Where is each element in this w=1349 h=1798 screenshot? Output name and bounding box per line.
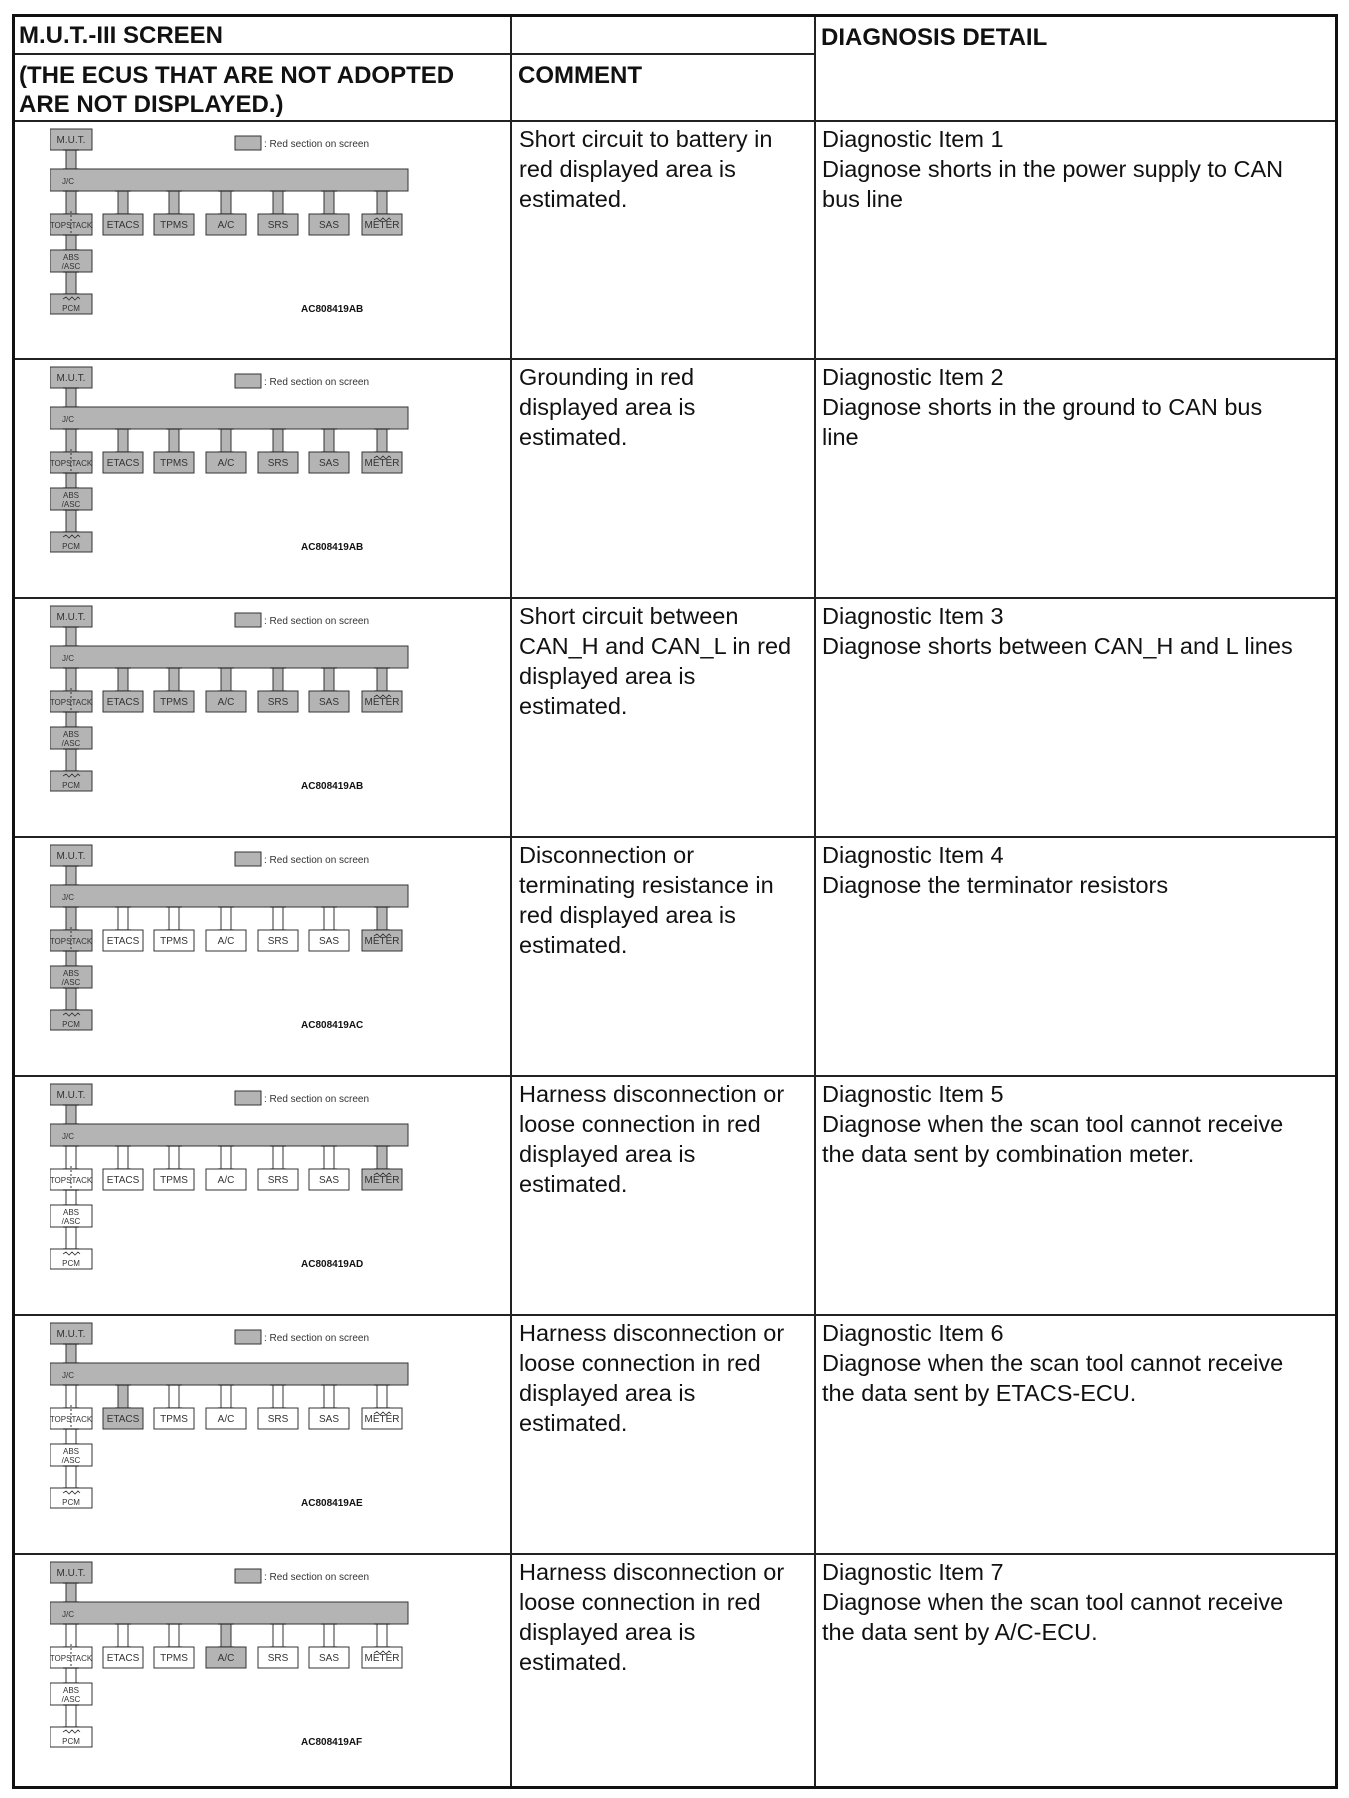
sas-connector [321, 1146, 337, 1169]
topstack-abs-connector [63, 1429, 79, 1444]
header-diagnosis-detail: DIAGNOSIS DETAIL [821, 24, 1048, 51]
mut-label: M.U.T. [56, 1090, 86, 1101]
mut-label: M.U.T. [56, 851, 86, 862]
etacs-connector [115, 1624, 131, 1647]
comment-line: red displayed area is [519, 156, 736, 182]
diagnosis-detail-line: Diagnose the terminator resistors [822, 872, 1169, 898]
tpms-label: TPMS [160, 1653, 188, 1664]
comment-line: CAN_H and CAN_L in red [519, 633, 792, 659]
figure-code: AC808419AF [301, 1737, 363, 1748]
header-screen-note-line1: (THE ECUS THAT ARE NOT ADOPTED [19, 62, 455, 89]
network-diagram [50, 1081, 450, 1309]
ac-connector [218, 907, 234, 930]
comment-line: Harness disconnection or [519, 1081, 785, 1107]
etacs-label: ETACS [106, 1175, 140, 1186]
diagnostic-item-title: Diagnostic Item 6 [822, 1320, 1004, 1346]
topstack-connector [63, 429, 79, 452]
ac-connector [218, 1385, 234, 1408]
comment-line: red displayed area is [519, 902, 736, 928]
asc-label: /ASC [61, 1217, 81, 1226]
header-divider [15, 120, 1335, 122]
tpms-connector [166, 1624, 182, 1647]
pcm-label: PCM [62, 1259, 80, 1268]
jc-bar [50, 1602, 408, 1624]
figure-code: AC808419AE [301, 1498, 363, 1509]
mut-jc-connector [63, 1344, 79, 1363]
comment-line: displayed area is [519, 1141, 696, 1167]
sas-connector [321, 668, 337, 691]
tpms-connector [166, 1146, 182, 1169]
legend-swatch [235, 1569, 261, 1583]
header-divider-sub [15, 53, 814, 55]
jc-bar [50, 885, 408, 907]
header-screen-title: M.U.T.-III SCREEN [19, 22, 224, 49]
diagnostic-item-title: Diagnostic Item 2 [822, 364, 1004, 390]
comment-line: loose connection in red [519, 1589, 761, 1615]
tpms-connector [166, 668, 182, 691]
etacs-label: ETACS [106, 697, 140, 708]
legend-label: : Red section on screen [264, 616, 370, 627]
diagnosis-detail-line: Diagnose shorts in the ground to CAN bus [822, 394, 1263, 420]
diagnosis-detail-line: Diagnose shorts between CAN_H and L lines [822, 633, 1293, 659]
meter-connector [374, 668, 390, 691]
diagnosis-detail-text [822, 362, 1262, 452]
diagnostic-item-title: Diagnostic Item 3 [822, 603, 1004, 629]
topstack-label: TOPSTACK [50, 937, 93, 946]
diagnostic-item-title: Diagnostic Item 1 [822, 126, 1004, 152]
tpms-label: TPMS [160, 458, 188, 469]
topstack-abs-connector [63, 1668, 79, 1683]
jc-label: J/C [62, 177, 74, 186]
srs-label: SRS [267, 1175, 289, 1186]
mut-jc-connector [63, 1583, 79, 1602]
jc-label: J/C [62, 1610, 74, 1619]
jc-label: J/C [62, 654, 74, 663]
comment-line: estimated. [519, 1649, 628, 1675]
abs-label: ABS [62, 969, 80, 978]
topstack-label: TOPSTACK [50, 1415, 93, 1424]
ac-label: A/C [217, 936, 235, 947]
etacs-connector [115, 1146, 131, 1169]
row-divider [15, 1314, 1335, 1316]
srs-connector [270, 191, 286, 214]
mut-jc-connector [63, 150, 79, 169]
network-diagram [50, 126, 450, 354]
sas-label: SAS [318, 697, 340, 708]
jc-label: J/C [62, 893, 74, 902]
row-divider [15, 358, 1335, 360]
tpms-label: TPMS [160, 1414, 188, 1425]
col-divider-1 [510, 17, 512, 1786]
diagnosis-detail-line: Diagnose shorts in the power supply to CAN [822, 156, 1284, 182]
diagnosis-detail-text [822, 1079, 1283, 1169]
jc-bar [50, 646, 408, 668]
asc-label: /ASC [61, 500, 81, 509]
srs-label: SRS [267, 458, 289, 469]
jc-bar [50, 1363, 408, 1385]
diagnosis-detail-text [822, 601, 1293, 661]
legend-swatch [235, 613, 261, 627]
topstack-connector [63, 1624, 79, 1647]
diagnosis-detail-line: the data sent by combination meter. [822, 1141, 1195, 1167]
comment-text [519, 124, 772, 214]
sas-connector [321, 907, 337, 930]
asc-label: /ASC [61, 739, 81, 748]
topstack-connector [63, 907, 79, 930]
sas-label: SAS [318, 936, 340, 947]
comment-text [519, 1318, 784, 1438]
comment-text [519, 601, 791, 721]
abs-pcm-connector [63, 272, 79, 294]
header-screen-note [19, 61, 454, 119]
sas-label: SAS [318, 1653, 340, 1664]
ac-connector [218, 1624, 234, 1647]
comment-line: Harness disconnection or [519, 1559, 785, 1585]
meter-label: METER [364, 1175, 400, 1186]
mut-label: M.U.T. [56, 1329, 86, 1340]
jc-label: J/C [62, 1132, 74, 1141]
abs-pcm-connector [63, 1466, 79, 1488]
diagnosis-table [12, 14, 1338, 1789]
etacs-label: ETACS [106, 1414, 140, 1425]
jc-bar [50, 407, 408, 429]
ac-label: A/C [217, 1653, 235, 1664]
topstack-label: TOPSTACK [50, 221, 93, 230]
figure-code: AC808419AB [301, 781, 364, 792]
ac-connector [218, 668, 234, 691]
meter-connector [374, 191, 390, 214]
pcm-label: PCM [62, 542, 80, 551]
comment-line: displayed area is [519, 663, 696, 689]
row-divider [15, 597, 1335, 599]
diagnosis-detail-text [822, 840, 1168, 900]
legend-swatch [235, 136, 261, 150]
legend-swatch [235, 1330, 261, 1344]
diagnosis-detail-line: Diagnose when the scan tool cannot receive [822, 1589, 1284, 1615]
srs-connector [270, 1385, 286, 1408]
comment-line: estimated. [519, 1410, 628, 1436]
diagnosis-detail-line: bus line [822, 186, 903, 212]
topstack-abs-connector [63, 473, 79, 488]
diagnostic-item-title: Diagnostic Item 5 [822, 1081, 1004, 1107]
diagnosis-detail-line: the data sent by A/C-ECU. [822, 1619, 1098, 1645]
etacs-connector [115, 668, 131, 691]
header-screen-note-line2: ARE NOT DISPLAYED.) [19, 91, 284, 118]
abs-label: ABS [62, 491, 80, 500]
ac-label: A/C [217, 220, 235, 231]
sas-connector [321, 1385, 337, 1408]
abs-label: ABS [62, 253, 80, 262]
comment-line: loose connection in red [519, 1111, 761, 1137]
sas-connector [321, 429, 337, 452]
meter-connector [374, 1146, 390, 1169]
mut-jc-connector [63, 866, 79, 885]
ac-label: A/C [217, 1414, 235, 1425]
asc-label: /ASC [61, 262, 81, 271]
legend-label: : Red section on screen [264, 1333, 370, 1344]
asc-label: /ASC [61, 1456, 81, 1465]
mut-label: M.U.T. [56, 373, 86, 384]
pcm-label: PCM [62, 781, 80, 790]
comment-text [519, 840, 774, 960]
comment-text [519, 362, 695, 452]
topstack-label: TOPSTACK [50, 698, 93, 707]
meter-connector [374, 907, 390, 930]
jc-bar [50, 1124, 408, 1146]
meter-label: METER [364, 697, 400, 708]
mut-jc-connector [63, 627, 79, 646]
network-diagram [50, 364, 450, 592]
etacs-connector [115, 1385, 131, 1408]
comment-text [519, 1557, 784, 1677]
comment-line: estimated. [519, 693, 628, 719]
topstack-connector [63, 1385, 79, 1408]
srs-label: SRS [267, 1414, 289, 1425]
sas-connector [321, 1624, 337, 1647]
pcm-label: PCM [62, 304, 80, 313]
tpms-connector [166, 429, 182, 452]
diagnosis-detail-line: line [822, 424, 859, 450]
comment-line: Disconnection or [519, 842, 695, 868]
ac-label: A/C [217, 458, 235, 469]
diagnosis-detail-text [822, 124, 1283, 214]
legend-swatch [235, 852, 261, 866]
mut-label: M.U.T. [56, 612, 86, 623]
row-divider [15, 1553, 1335, 1555]
pcm-label: PCM [62, 1020, 80, 1029]
diagnosis-detail-line: Diagnose when the scan tool cannot receive [822, 1350, 1284, 1376]
comment-line: estimated. [519, 1171, 628, 1197]
row-divider [15, 1075, 1335, 1077]
mut-jc-connector [63, 1105, 79, 1124]
row-divider [15, 836, 1335, 838]
abs-pcm-connector [63, 1227, 79, 1249]
sas-label: SAS [318, 1414, 340, 1425]
mut-label: M.U.T. [56, 1568, 86, 1579]
sas-label: SAS [318, 458, 340, 469]
network-diagram [50, 1559, 450, 1787]
etacs-label: ETACS [106, 220, 140, 231]
abs-pcm-connector [63, 749, 79, 771]
diagnostic-item-title: Diagnostic Item 7 [822, 1559, 1004, 1585]
legend-label: : Red section on screen [264, 855, 370, 866]
topstack-label: TOPSTACK [50, 459, 93, 468]
pcm-label: PCM [62, 1498, 80, 1507]
abs-label: ABS [62, 1447, 80, 1456]
topstack-label: TOPSTACK [50, 1654, 93, 1663]
meter-connector [374, 1624, 390, 1647]
comment-line: terminating resistance in [519, 872, 774, 898]
abs-label: ABS [62, 730, 80, 739]
comment-line: estimated. [519, 932, 628, 958]
tpms-connector [166, 907, 182, 930]
srs-label: SRS [267, 220, 289, 231]
network-diagram [50, 1320, 450, 1548]
diagnosis-detail-line: Diagnose when the scan tool cannot receive [822, 1111, 1284, 1137]
abs-label: ABS [62, 1686, 80, 1695]
legend-label: : Red section on screen [264, 139, 370, 150]
abs-pcm-connector [63, 988, 79, 1010]
comment-line: Short circuit between [519, 603, 739, 629]
mut-jc-connector [63, 388, 79, 407]
network-diagram [50, 842, 450, 1070]
figure-code: AC808419AB [301, 304, 364, 315]
diagnostic-item-title: Diagnostic Item 4 [822, 842, 1004, 868]
comment-line: loose connection in red [519, 1350, 761, 1376]
jc-label: J/C [62, 415, 74, 424]
tpms-connector [166, 191, 182, 214]
srs-label: SRS [267, 1653, 289, 1664]
etacs-label: ETACS [106, 936, 140, 947]
legend-label: : Red section on screen [264, 1572, 370, 1583]
topstack-abs-connector [63, 951, 79, 966]
col-divider-2 [814, 17, 816, 1786]
tpms-label: TPMS [160, 220, 188, 231]
srs-connector [270, 429, 286, 452]
srs-connector [270, 668, 286, 691]
comment-line: displayed area is [519, 1380, 696, 1406]
sas-label: SAS [318, 1175, 340, 1186]
ac-connector [218, 429, 234, 452]
comment-line: displayed area is [519, 1619, 696, 1645]
sas-label: SAS [318, 220, 340, 231]
srs-connector [270, 907, 286, 930]
legend-swatch [235, 1091, 261, 1105]
meter-connector [374, 1385, 390, 1408]
figure-code: AC808419AC [301, 1020, 364, 1031]
comment-line: estimated. [519, 424, 628, 450]
srs-connector [270, 1146, 286, 1169]
etacs-connector [115, 429, 131, 452]
meter-label: METER [364, 1414, 400, 1425]
mut-label: M.U.T. [56, 135, 86, 146]
diagnosis-detail-text [822, 1557, 1283, 1647]
topstack-label: TOPSTACK [50, 1176, 93, 1185]
legend-swatch [235, 374, 261, 388]
meter-label: METER [364, 458, 400, 469]
etacs-label: ETACS [106, 458, 140, 469]
srs-label: SRS [267, 936, 289, 947]
sas-connector [321, 191, 337, 214]
header-comment: COMMENT [518, 62, 642, 89]
network-diagram [50, 603, 450, 831]
meter-label: METER [364, 1653, 400, 1664]
comment-line: Harness disconnection or [519, 1320, 785, 1346]
tpms-label: TPMS [160, 936, 188, 947]
jc-label: J/C [62, 1371, 74, 1380]
comment-line: displayed area is [519, 394, 696, 420]
comment-line: Grounding in red [519, 364, 695, 390]
meter-connector [374, 429, 390, 452]
jc-bar [50, 169, 408, 191]
ac-connector [218, 191, 234, 214]
figure-code: AC808419AD [301, 1259, 364, 1270]
tpms-connector [166, 1385, 182, 1408]
topstack-abs-connector [63, 1190, 79, 1205]
asc-label: /ASC [61, 978, 81, 987]
ac-label: A/C [217, 697, 235, 708]
comment-text [519, 1079, 784, 1199]
etacs-connector [115, 907, 131, 930]
asc-label: /ASC [61, 1695, 81, 1704]
legend-label: : Red section on screen [264, 1094, 370, 1105]
abs-pcm-connector [63, 1705, 79, 1727]
meter-label: METER [364, 220, 400, 231]
diagnosis-detail-text [822, 1318, 1283, 1408]
topstack-connector [63, 191, 79, 214]
etacs-connector [115, 191, 131, 214]
abs-label: ABS [62, 1208, 80, 1217]
diagnosis-detail-line: the data sent by ETACS-ECU. [822, 1380, 1137, 1406]
ac-connector [218, 1146, 234, 1169]
srs-label: SRS [267, 697, 289, 708]
topstack-abs-connector [63, 712, 79, 727]
pcm-label: PCM [62, 1737, 80, 1746]
etacs-label: ETACS [106, 1653, 140, 1664]
topstack-connector [63, 1146, 79, 1169]
abs-pcm-connector [63, 510, 79, 532]
meter-label: METER [364, 936, 400, 947]
topstack-connector [63, 668, 79, 691]
tpms-label: TPMS [160, 697, 188, 708]
comment-line: estimated. [519, 186, 628, 212]
comment-line: Short circuit to battery in [519, 126, 773, 152]
tpms-label: TPMS [160, 1175, 188, 1186]
srs-connector [270, 1624, 286, 1647]
topstack-abs-connector [63, 235, 79, 250]
figure-code: AC808419AB [301, 542, 364, 553]
ac-label: A/C [217, 1175, 235, 1186]
legend-label: : Red section on screen [264, 377, 370, 388]
